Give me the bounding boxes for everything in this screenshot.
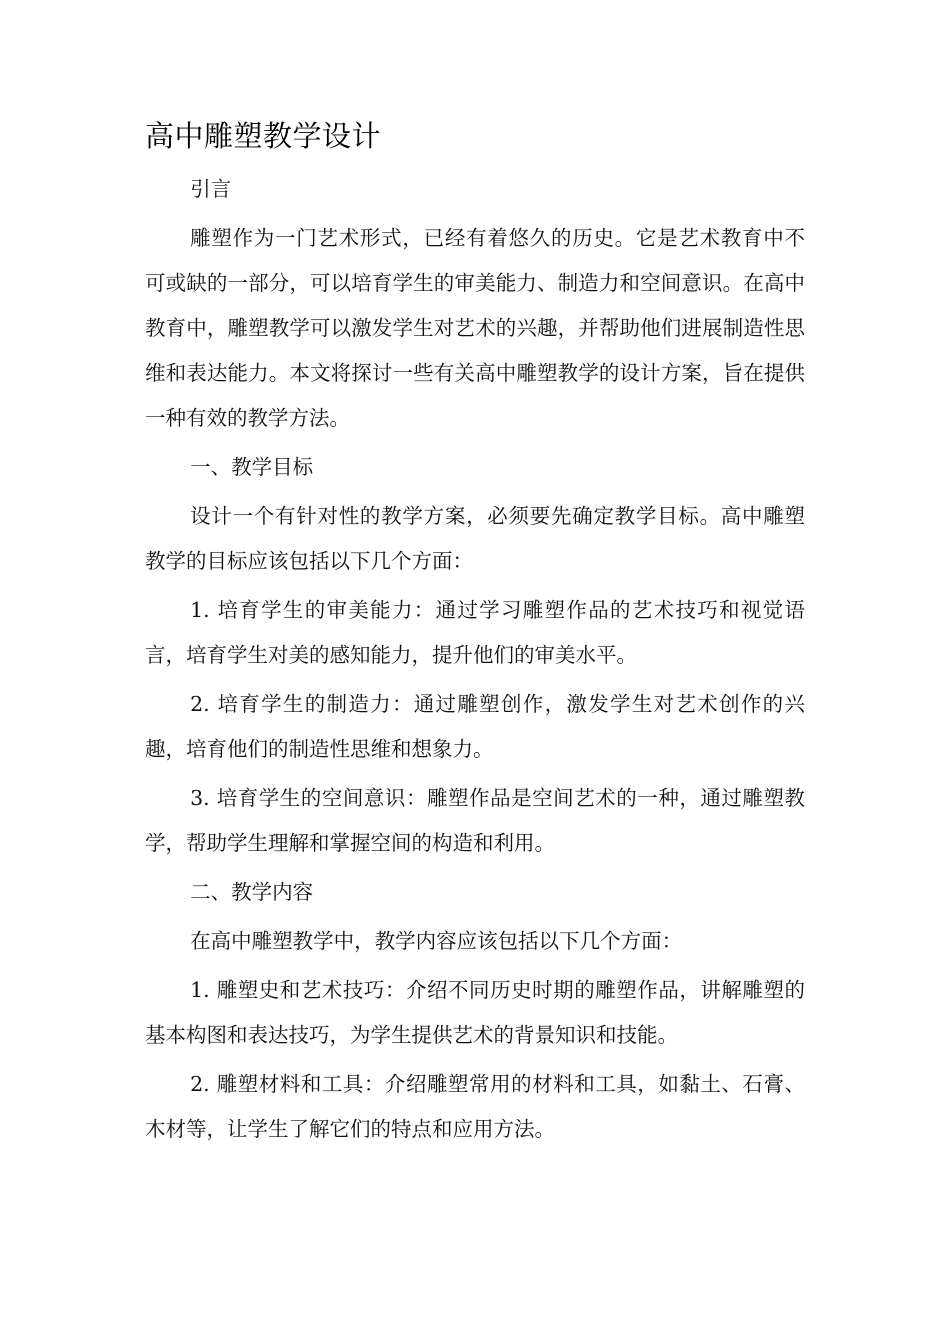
document-body xyxy=(145,112,805,1156)
paragraph-content-intro: 在高中雕塑教学中，教学内容应该包括以下几个方面： xyxy=(190,929,683,953)
list-item-goal-3: 3. 培育学生的空间意识：雕塑作品是空间艺术的一种，通过雕塑教学，帮助学生理解和掌握空间的构造和利用。 xyxy=(145,786,805,855)
list-item-content-1: 1. 雕塑史和艺术技巧：介绍不同历史时期的雕塑作品，讲解雕塑的基本构图和表达技巧，为学生提供艺术的背景知识和技能。 xyxy=(145,978,805,1047)
list-item-content-2: 2. 雕塑材料和工具：介绍雕塑常用的材料和工具，如黏土、石膏、木材等，让学生了解它们的特点和应用方法。 xyxy=(145,1072,805,1141)
document-title: 高中雕塑教学设计 xyxy=(145,119,382,153)
section-heading-goals: 一、教学目标 xyxy=(190,455,314,479)
paragraph-intro: 雕塑作为一门艺术形式，已经有着悠久的历史。它是艺术教育中不可或缺的一部分，可以培育学生的审美能力、制造力和空间意识。在高中教育中，雕塑教学可以激发学生对艺术的兴趣，并帮助他们进展制造性思维和表达能力。本文将探讨一些有关高中雕塑教学的设计方案，旨在提供一种有效的教学方法。 xyxy=(145,226,805,430)
section-heading-intro: 引言 xyxy=(190,177,232,201)
paragraph-goals-intro: 设计一个有针对性的教学方案，必须要先确定教学目标。高中雕塑教学的目标应该包括以下几个方面： xyxy=(145,504,805,573)
list-item-goal-1: 1. 培育学生的审美能力：通过学习雕塑作品的艺术技巧和视觉语言，培育学生对美的感知能力，提升他们的审美水平。 xyxy=(145,598,805,667)
section-heading-content: 二、教学内容 xyxy=(190,880,314,904)
list-item-goal-2: 2. 培育学生的制造力：通过雕塑创作，激发学生对艺术创作的兴趣，培育他们的制造性思维和想象力。 xyxy=(145,692,805,761)
